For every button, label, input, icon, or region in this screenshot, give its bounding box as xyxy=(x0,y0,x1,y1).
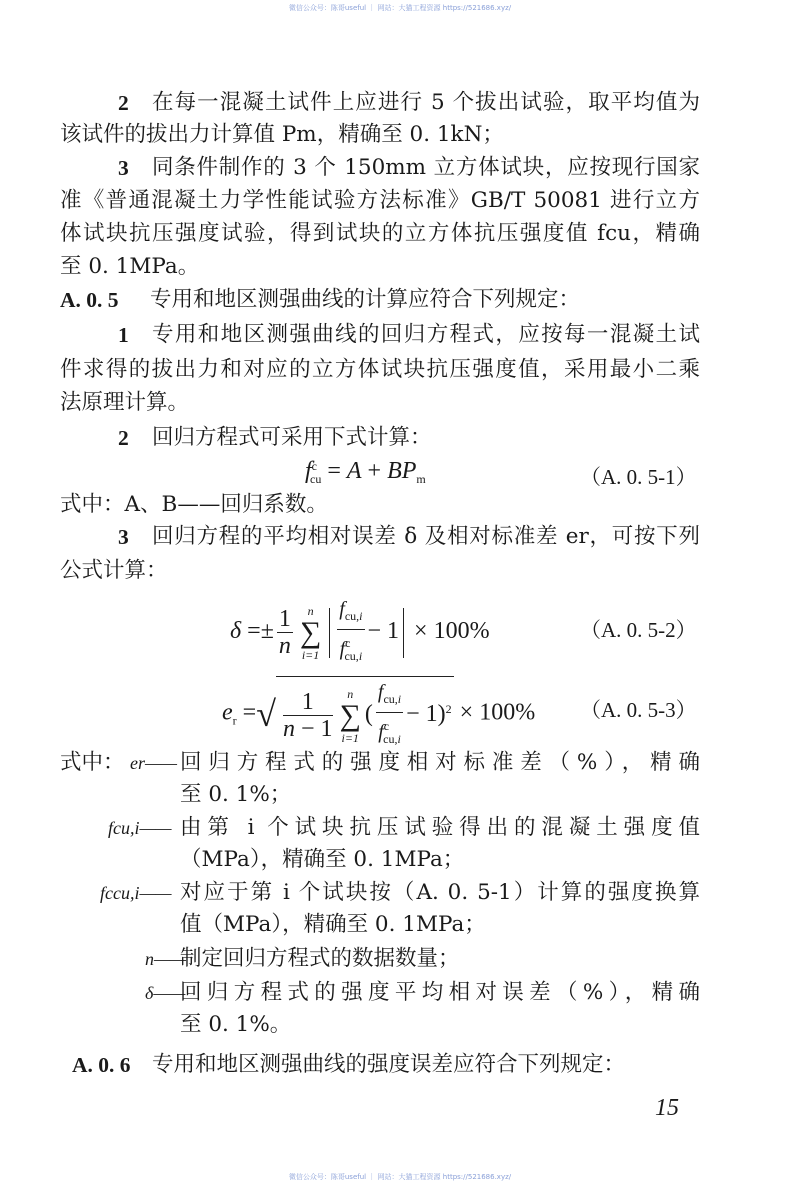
item-3-number: 3 xyxy=(118,525,129,549)
paragraph-line: 回归方程的平均相对误差 δ 及相对标准差 er，可按下列 xyxy=(152,524,700,549)
clause-a05-title: 专用和地区测强曲线的计算应符合下列规定： xyxy=(150,287,581,312)
definition-text: 对应于第 i 个试块按（A. 0. 5-1）计算的强度换算 xyxy=(180,880,700,905)
equation-label: （A. 0. 5-3） xyxy=(580,698,697,722)
paragraph-line: 准《普通混凝土力学性能试验方法标准》GB/T 50081 进行立方 xyxy=(60,188,700,213)
item-3-number: 3 xyxy=(118,156,129,180)
paragraph-line: 法原理计算。 xyxy=(60,390,190,415)
equation-a053: $e_r$ =√ $\frac{1}{n - 1}$ n ∑ i=1 ( $\frac{f_{cu,i}}{f^c_{cu,i}}$ − 1)$^2$ × 100% xyxy=(222,676,535,752)
definition-text: 回归方程式的强度相对标准差（%），精确 xyxy=(180,750,700,775)
definition-symbol: er—— xyxy=(130,753,178,773)
paragraph-line: 该试件的拔出力计算值 Pm，精确至 0. 1kN； xyxy=(60,122,504,147)
paragraph-line: 式中：A、B——回归系数。 xyxy=(60,492,328,517)
paragraph-line: 回归方程式可采用下式计算： xyxy=(152,425,432,450)
paragraph-line: 件求得的拔出力和对应的立方体试块抗压强度值，采用最小二乘 xyxy=(60,357,700,382)
definition-text: （MPa），精确至 0. 1MPa； xyxy=(180,847,465,872)
definition-symbol: fccu,i—— xyxy=(100,883,172,903)
paragraph-line: 同条件制作的 3 个 150mm 立方体试块，应按现行国家 xyxy=(152,155,700,180)
definition-text: 回归方程式的强度平均相对误差（%），精确 xyxy=(180,980,700,1005)
watermark-top: 微信公众号：陈哥useful ｜ 网站：大猫工程资源 https://521686.xyz/ xyxy=(288,4,512,12)
equation-a052: δ =± $\frac{1}{n}$ n ∑ i=1 $\frac{f_{cu,i}}{f^c_{cu,i}}$ − 1 × 100% xyxy=(230,598,490,663)
watermark-bottom: 微信公众号：陈哥useful ｜ 网站：大猫工程资源 https://521686.xyz/ xyxy=(288,1173,512,1181)
definition-text: 值（MPa），精确至 0. 1MPa； xyxy=(180,912,486,937)
definition-symbol: fcu,i—— xyxy=(108,818,172,838)
definition-symbol: n—— xyxy=(145,949,187,969)
item-2-number: 2 xyxy=(118,91,129,115)
paragraph-line: 在每一混凝土试件上应进行 5 个拔出试验，取平均值为 xyxy=(152,90,700,115)
definition-text: 至 0. 1%。 xyxy=(180,1012,292,1037)
equation-label: （A. 0. 5-1） xyxy=(580,465,697,489)
paragraph-line: 至 0. 1MPa。 xyxy=(60,254,200,279)
equation-a051: $f^c_{cu} = A + BP_m$ xyxy=(305,458,426,486)
definition-prefix: 式中： xyxy=(60,750,125,775)
item-1-number: 1 xyxy=(118,323,129,347)
definition-symbol: δ—— xyxy=(145,983,186,1003)
equation-label: （A. 0. 5-2） xyxy=(580,618,697,642)
definition-text: 至 0. 1%； xyxy=(180,782,292,807)
definition-text: 由第 i 个试块抗压试验得出的混凝土强度值 xyxy=(180,815,700,840)
item-2-number: 2 xyxy=(118,426,129,450)
paragraph-line: 体试块抗压强度试验，得到试块的立方体抗压强度值 fcu，精确 xyxy=(60,221,700,246)
definition-text: 制定回归方程式的数据数量； xyxy=(180,946,460,971)
clause-a06-title: 专用和地区测强曲线的强度误差应符合下列规定： xyxy=(152,1052,626,1077)
paragraph-line: 专用和地区测强曲线的回归方程式，应按每一混凝土试 xyxy=(152,322,700,347)
paragraph-line: 公式计算： xyxy=(60,558,168,583)
clause-a06-number: A. 0. 6 xyxy=(72,1053,131,1077)
page-number: 15 xyxy=(655,1095,679,1121)
clause-a05-number: A. 0. 5 xyxy=(60,288,119,312)
